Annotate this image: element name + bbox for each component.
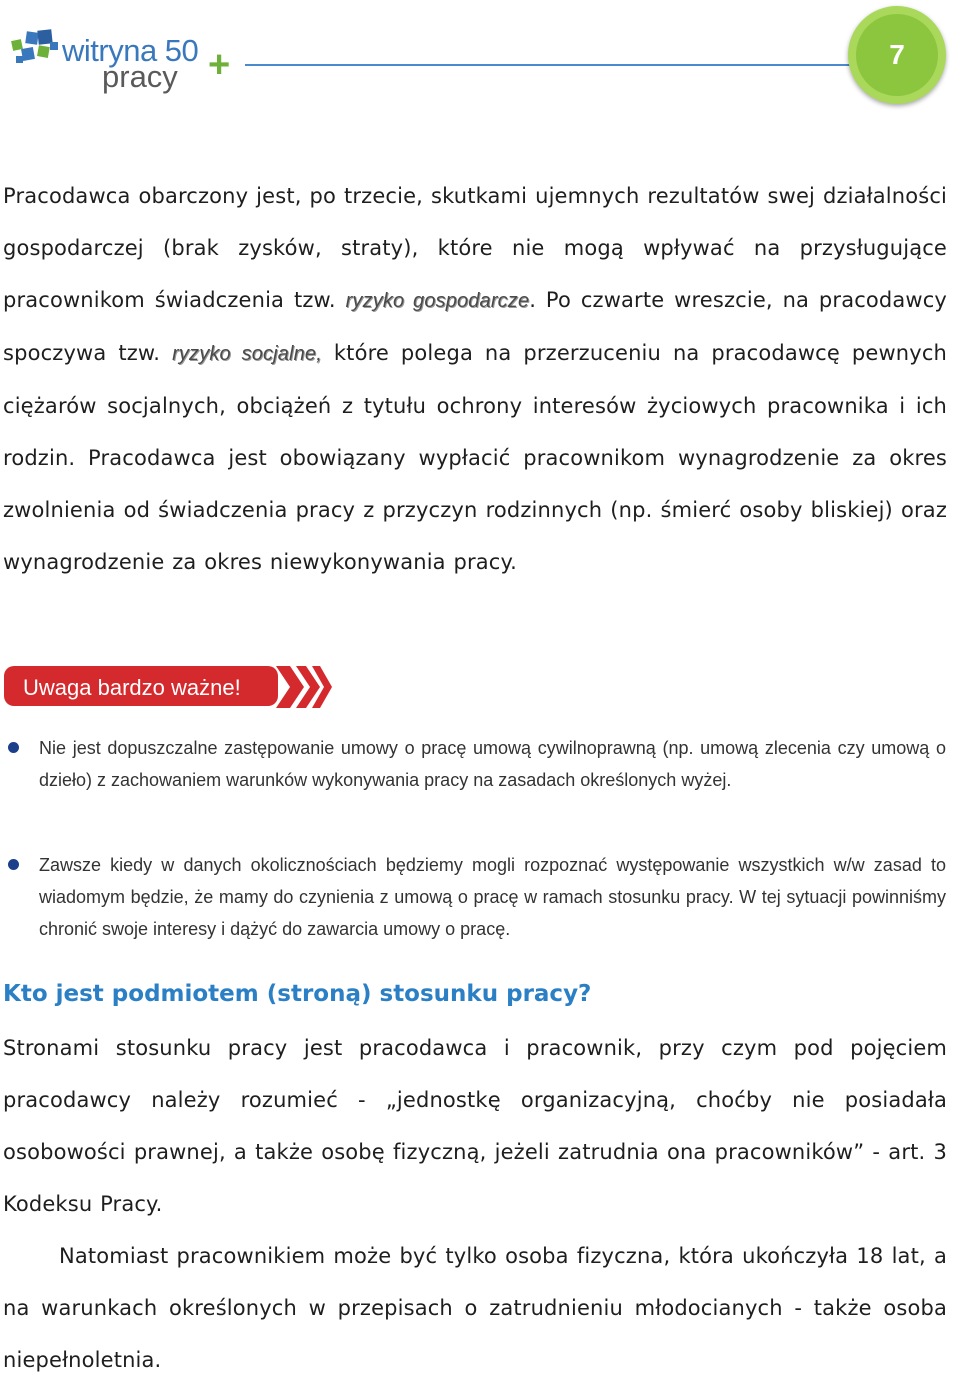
paragraph-employer-risks: Pracodawca obarczony jest, po trzecie, skutkami ujemnych rezultatów swej działalności gospodarczej (brak zysków, straty), które nie mogą wpływać na przysługujące pracownikom świadczenia tzw. ryzyko gospodarcze. Po czwarte wreszcie, na pracodawcy spoczywa tzw. ryzyko socjalne, które polega na przerzuceniu na pracodawcę pewnych ciężarów socjalnych, obciążeń z tytułu ochrony interesów życiowych pracownika i ich rodzin. Pracodawca jest obowiązany wypłacić pracownikom wynagrodzenie za okres zwolnienia od świadczenia pracy z przyczyn rodzinnych (np. śmierć osoby bliskiej) oraz wynagrodzenie za okres niewykonywania pracy. — [3, 184, 948, 574]
logo-text-top: witryna 50 — [62, 33, 199, 68]
logo-squares-icon — [10, 26, 62, 74]
logo-text-bottom: pracy — [102, 59, 178, 94]
header-rule — [245, 64, 865, 66]
paragraph-employee: Natomiast pracownikiem może być tylko osoba fizyczna, która ukończyła 18 lat, a na warunkach określonych w przepisach o zatrudnieniu młodocianych - także osoba niepełnoletnia. — [3, 1244, 947, 1372]
page-number: 7 — [856, 14, 938, 96]
logo-plus: + — [208, 44, 231, 86]
warning-label-box — [4, 666, 278, 706]
term-ryzyko-gospodarcze: ryzyko gospodarcze — [345, 290, 530, 312]
bullet-dot-icon — [8, 859, 19, 870]
term-ryzyko-socjalne: ryzyko socjalne, — [172, 343, 322, 365]
bullet-text: Zawsze kiedy w danych okolicznościach będziemy mogli rozpoznać występowanie wszystkich w/w zasad to wiadomym będzie, że mamy do czynienia z umową o pracę w ramach stosunku pracy. W tej sytuacji powinniśmy chronić swoje interesy i dążyć do zawarcia umowy o pracę. — [39, 855, 946, 939]
page-header — [0, 0, 960, 110]
paragraph-parties: Stronami stosunku pracy jest pracodawca i pracownik, przy czym pod pojęciem pracodawcy należy rozumieć - „jednostkę organizacyjną, choćby nie posiadała osobowości prawnej, a także osobę fizyczną, jeżeli zatrudnia ona pracowników” - art. 3 Kodeksu Pracy. — [3, 1036, 947, 1216]
bullet-text: Nie jest dopuszczalne zastępowanie umowy o pracę umową cywilnoprawną (np. umową zlecenia czy umową o dzieło) z zachowaniem warunków wykonywania pracy na zasadach określonych wyżej. — [39, 738, 946, 790]
warning-label: Uwaga bardzo ważne! — [23, 675, 241, 700]
bullet-dot-icon — [8, 742, 19, 753]
chevron-right-icon — [276, 664, 336, 710]
page-number-badge — [848, 6, 946, 104]
warning-banner — [4, 664, 334, 710]
witryna-logo — [10, 26, 250, 98]
section-heading: Kto jest podmiotem (stroną) stosunku pracy? — [3, 981, 592, 1007]
